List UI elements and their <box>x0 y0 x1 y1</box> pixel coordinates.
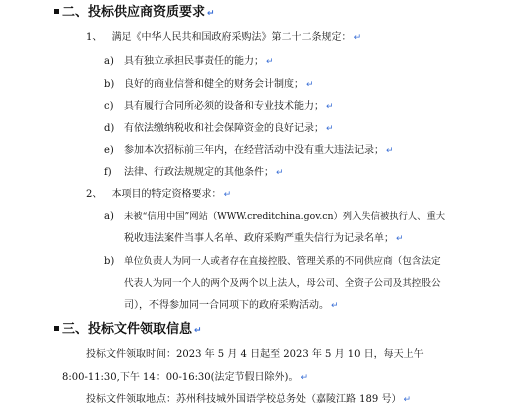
pickup-time-line-1: 投标文件领取时间：2023 年 5 月 4 日起至 2023 年 5 月 10 日，每天上午 <box>86 349 424 360</box>
item-1: 1、 满足《中华人民共和国政府采购法》第二十二条规定： ↵ <box>86 32 362 43</box>
sub-item-e-text: 参加本次招标前三年内，在经营活动中没有重大违法记录； ↵ <box>124 145 394 156</box>
sub-item-f: f) <box>104 167 112 178</box>
paragraph-mark-icon: ↵ <box>276 168 284 178</box>
sub-item-d-text: 有依法缴纳税收和社会保障资金的良好记录； ↵ <box>124 123 334 134</box>
paragraph-mark-icon: ↵ <box>331 301 339 311</box>
paragraph-mark-icon: ↵ <box>266 57 274 67</box>
section-2-heading: 二、投标供应商资质要求 ↵ <box>54 5 215 22</box>
paragraph-mark-icon: ↵ <box>326 102 334 112</box>
paragraph-mark-icon: ↵ <box>194 326 202 336</box>
requirement-a-line-1: 未被“信用中国”网站（WWW.creditchina.gov.cn）列入失信被执行人、重大 <box>124 211 446 222</box>
requirement-b-line-2: 代表人为同一个人的两个及两个以上法人，母公司、全资子公司及其控股公 <box>124 278 441 289</box>
heading-bullet-icon <box>54 9 59 14</box>
sub-item-b-text: 良好的商业信誉和健全的财务会计制度； ↵ <box>124 79 314 90</box>
sub-item-f-text: 法律、行政法规规定的其他条件； ↵ <box>124 167 284 178</box>
sub-item-e: e) <box>104 145 114 156</box>
paragraph-mark-icon: ↵ <box>386 146 394 156</box>
heading-bullet-icon <box>54 326 59 331</box>
item-2: 2、 本项目的特定资格要求： ↵ <box>86 189 232 200</box>
paragraph-mark-icon: ↵ <box>300 373 309 383</box>
paragraph-mark-icon: ↵ <box>396 234 404 244</box>
paragraph-mark-icon: ↵ <box>207 9 215 19</box>
requirement-b-line-1: 单位负责人为同一人或者存在直接控股、管理关系的不同供应商（包含法定 <box>124 256 441 267</box>
paragraph-mark-icon: ↵ <box>223 190 232 200</box>
pickup-time-line-2: 8:00-11:30,下午 14：00-16:30(法定节假日除外)。 ↵ <box>62 372 309 383</box>
paragraph-mark-icon: ↵ <box>403 395 411 405</box>
paragraph-mark-icon: ↵ <box>326 124 334 134</box>
requirement-a-label: a) <box>104 211 114 222</box>
sub-item-a-text: 具有独立承担民事责任的能力； ↵ <box>124 56 274 67</box>
sub-item-a: a) <box>104 56 114 67</box>
section-3-heading: 三、投标文件领取信息 ↵ <box>54 322 202 339</box>
requirement-a-line-2: 税收违法案件当事人名单、政府采购严重失信行为记录名单； ↵ <box>124 233 404 244</box>
sub-item-c: c) <box>104 101 114 112</box>
pickup-place-line: 投标文件领取地点：苏州科技城外国语学校总务处（嘉陵江路 189 号） ↵ <box>86 394 411 405</box>
sub-item-b: b) <box>104 79 115 90</box>
requirement-b-line-3: 司），不得参加同一合同项下的政府采购活动。 ↵ <box>124 300 339 311</box>
sub-item-d: d) <box>104 123 115 134</box>
paragraph-mark-icon: ↵ <box>306 80 314 90</box>
sub-item-c-text: 具有履行合同所必须的设备和专业技术能力； ↵ <box>124 101 334 112</box>
paragraph-mark-icon: ↵ <box>353 33 362 43</box>
requirement-b-label: b) <box>104 256 115 267</box>
